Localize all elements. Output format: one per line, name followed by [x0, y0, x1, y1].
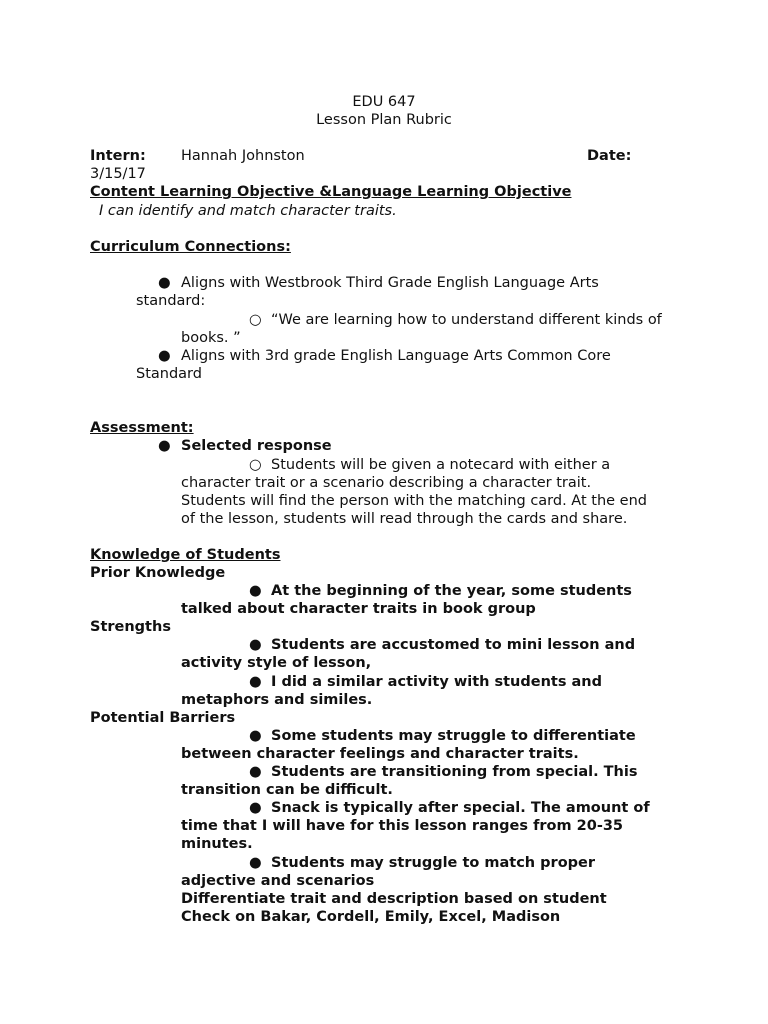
bullet-icon: ● [249, 674, 262, 690]
course-code: EDU 647 [352, 94, 416, 110]
check-on-note: Check on Bakar, Cordell, Emily, Excel, Madison [181, 909, 561, 925]
bullet-icon: ● [158, 275, 171, 291]
barriers-label: Potential Barriers [90, 710, 236, 726]
curriculum-subitem-1-cont: books. ” [181, 330, 241, 346]
bullet-icon: ● [249, 583, 262, 599]
curriculum-item-1-cont: standard: [136, 293, 206, 309]
circle-bullet-icon: ○ [249, 457, 262, 473]
curriculum-item-2-cont: Standard [136, 366, 202, 382]
objective-heading: Content Learning Objective &Language Learning Objective [90, 184, 572, 200]
curriculum-item-2: Aligns with 3rd grade English Language Arts Common Core [181, 348, 611, 364]
strength-item-2-cont: metaphors and similes. [181, 692, 373, 708]
bullet-icon: ● [249, 800, 262, 816]
barrier-item-4: Students may struggle to match proper [271, 855, 596, 871]
strengths-label: Strengths [90, 619, 171, 635]
assessment-heading: Assessment: [90, 420, 194, 436]
intern-name: Hannah Johnston [181, 148, 305, 164]
intern-label: Intern: [90, 148, 146, 164]
bullet-icon: ● [158, 438, 171, 454]
strength-item-2: I did a similar activity with students and [271, 674, 603, 690]
assessment-item-1: Selected response [181, 438, 332, 454]
date-value: 3/15/17 [90, 166, 146, 182]
bullet-icon: ● [249, 728, 262, 744]
prior-item-1-cont: talked about character traits in book group [181, 601, 536, 617]
barrier-item-4-cont: adjective and scenarios [181, 873, 375, 889]
barrier-item-2-cont: transition can be difficult. [181, 782, 393, 798]
curriculum-item-1: Aligns with Westbrook Third Grade English Language Arts [181, 275, 599, 291]
knowledge-heading: Knowledge of Students [90, 547, 281, 563]
differentiation-note: Differentiate trait and description based on student [181, 891, 607, 907]
barrier-item-2: Students are transitioning from special. This [271, 764, 638, 780]
assessment-subitem-line-2: character trait or a scenario describing a character trait. [181, 475, 592, 491]
barrier-item-3-cont: time that I will have for this lesson ranges from 20-35 [181, 818, 624, 834]
barrier-item-3-cont-2: minutes. [181, 836, 253, 852]
circle-bullet-icon: ○ [249, 312, 262, 328]
prior-item-1: At the beginning of the year, some students [271, 583, 632, 599]
bullet-icon: ● [249, 637, 262, 653]
curriculum-subitem-1: “We are learning how to understand different kinds of [271, 312, 662, 328]
assessment-subitem-line-1: Students will be given a notecard with either a [271, 457, 611, 473]
objective-text: I can identify and match character traits. [99, 203, 397, 219]
date-label: Date: [587, 148, 632, 164]
assessment-subitem-line-4: of the lesson, students will read through the cards and share. [181, 511, 628, 527]
barrier-item-1-cont: between character feelings and character traits. [181, 746, 579, 762]
prior-knowledge-label: Prior Knowledge [90, 565, 226, 581]
bullet-icon: ● [249, 855, 262, 871]
assessment-subitem-line-3: Students will find the person with the matching card. At the end [181, 493, 647, 509]
curriculum-heading: Curriculum Connections: [90, 239, 291, 255]
bullet-icon: ● [158, 348, 171, 364]
barrier-item-1: Some students may struggle to differentiate [271, 728, 636, 744]
bullet-icon: ● [249, 764, 262, 780]
barrier-item-3: Snack is typically after special. The amount of [271, 800, 650, 816]
strength-item-1-cont: activity style of lesson, [181, 655, 372, 671]
strength-item-1: Students are accustomed to mini lesson and [271, 637, 636, 653]
document-title: Lesson Plan Rubric [316, 112, 452, 128]
